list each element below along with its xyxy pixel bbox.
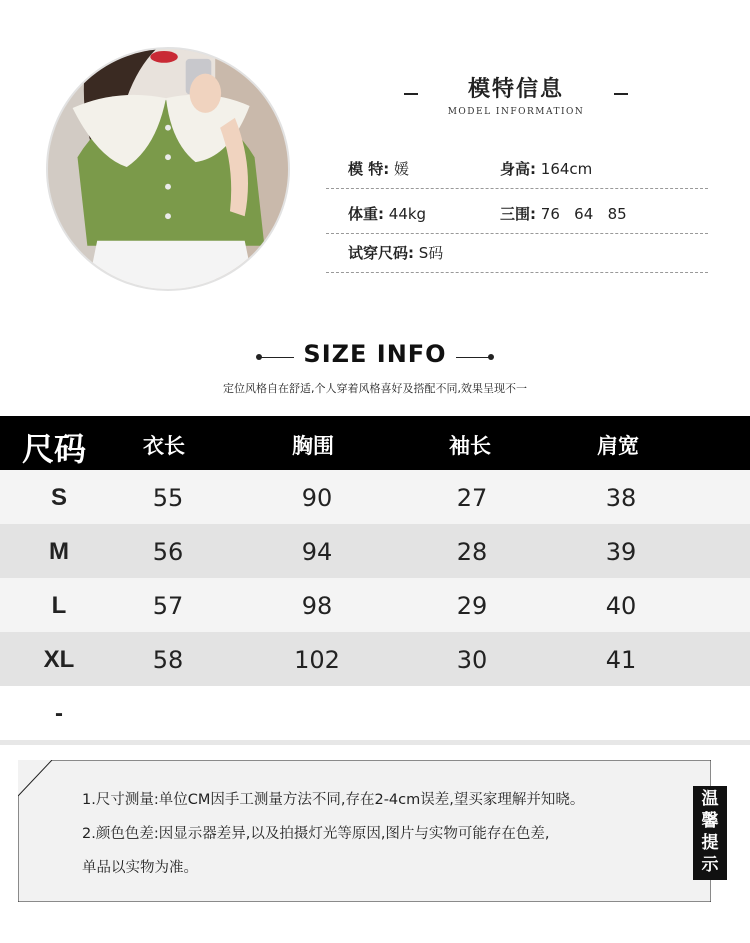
model-weight [348,203,426,224]
model-weight-label: 体重: [348,205,384,223]
tip-char: 提 [701,833,719,853]
size-cell: - [55,700,63,727]
model-photo [46,47,290,291]
table-row [0,632,750,686]
header-size: 尺码 [22,430,87,468]
header-shoulder: 肩宽 [597,434,639,458]
shoulder-cell: 40 [605,592,637,620]
length-cell: 57 [152,592,184,620]
sleeve-cell: 28 [456,538,488,566]
model-name-label: 模 特: [348,160,390,178]
size-table-header [0,416,750,470]
shoulder-cell: 39 [605,538,637,566]
shoulder-cell: 38 [605,484,637,512]
table-bottom-border [0,740,750,745]
model-info-title [400,72,632,117]
model-measurements [500,203,627,224]
note-line-3: 单品以实物为准。 [82,860,198,876]
model-trial-size-value: S码 [418,244,444,262]
model-info-title-en: MODEL INFORMATION [447,107,585,117]
size-info-header [0,340,750,368]
model-trial-size-label: 试穿尺码: [348,244,414,262]
size-info-title: SIZE INFO [303,340,447,368]
model-height [500,158,592,179]
sleeve-cell: 27 [456,484,488,512]
sleeve-cell: 30 [456,646,488,674]
size-table [0,416,750,745]
title-dash-left [404,93,418,95]
note-line-1: 1.尺寸测量:单位CM因手工测量方法不同,存在2-4cm误差,望买家理解并知晓。 [82,792,585,808]
size-cell: L [51,592,67,619]
model-weight-value: 44kg [388,205,427,223]
chest-cell: 98 [301,592,333,620]
header-chest: 胸围 [292,434,334,458]
model-info-row-3 [326,228,708,273]
table-row [0,524,750,578]
model-info-row-1 [326,144,708,189]
model-name-value: 媛 [394,160,410,178]
length-cell: 58 [152,646,184,674]
header-line-right [456,357,492,358]
title-dash-right [614,93,628,95]
notes-box [18,760,711,902]
tip-char: 温 [701,789,719,809]
tip-char: 示 [701,855,719,875]
model-height-value: 164cm [540,160,593,178]
model-trial-size [348,242,443,263]
warm-tip-badge [693,786,727,880]
model-measurements-value: 76 64 85 [540,205,627,223]
header-line-left [258,357,294,358]
shoulder-cell: 41 [605,646,637,674]
chest-cell: 94 [301,538,333,566]
header-sleeve: 袖长 [449,434,491,458]
model-name [348,158,409,179]
length-cell: 56 [152,538,184,566]
model-measurements-label: 三围: [500,205,536,223]
model-height-label: 身高: [500,160,536,178]
size-cell: XL [43,646,75,673]
table-row [0,470,750,524]
model-photo-illustration [48,49,288,289]
table-row [0,686,750,740]
size-cell: M [49,538,69,565]
header-dot-right [488,354,494,360]
table-row [0,578,750,632]
header-length: 衣长 [143,434,185,458]
sleeve-cell: 29 [456,592,488,620]
model-info-title-zh: 模特信息 [467,77,564,102]
size-info-subtitle: 定位风格自在舒适,个人穿着风格喜好及搭配不同,效果呈现不一 [223,382,527,395]
note-line-2: 2.颜色色差:因显示器差异,以及拍摄灯光等原因,图片与实物可能存在色差, [82,826,550,842]
chest-cell: 102 [294,646,340,674]
size-cell: S [50,484,68,511]
length-cell: 55 [152,484,184,512]
chest-cell: 90 [301,484,333,512]
tip-char: 馨 [701,811,719,831]
